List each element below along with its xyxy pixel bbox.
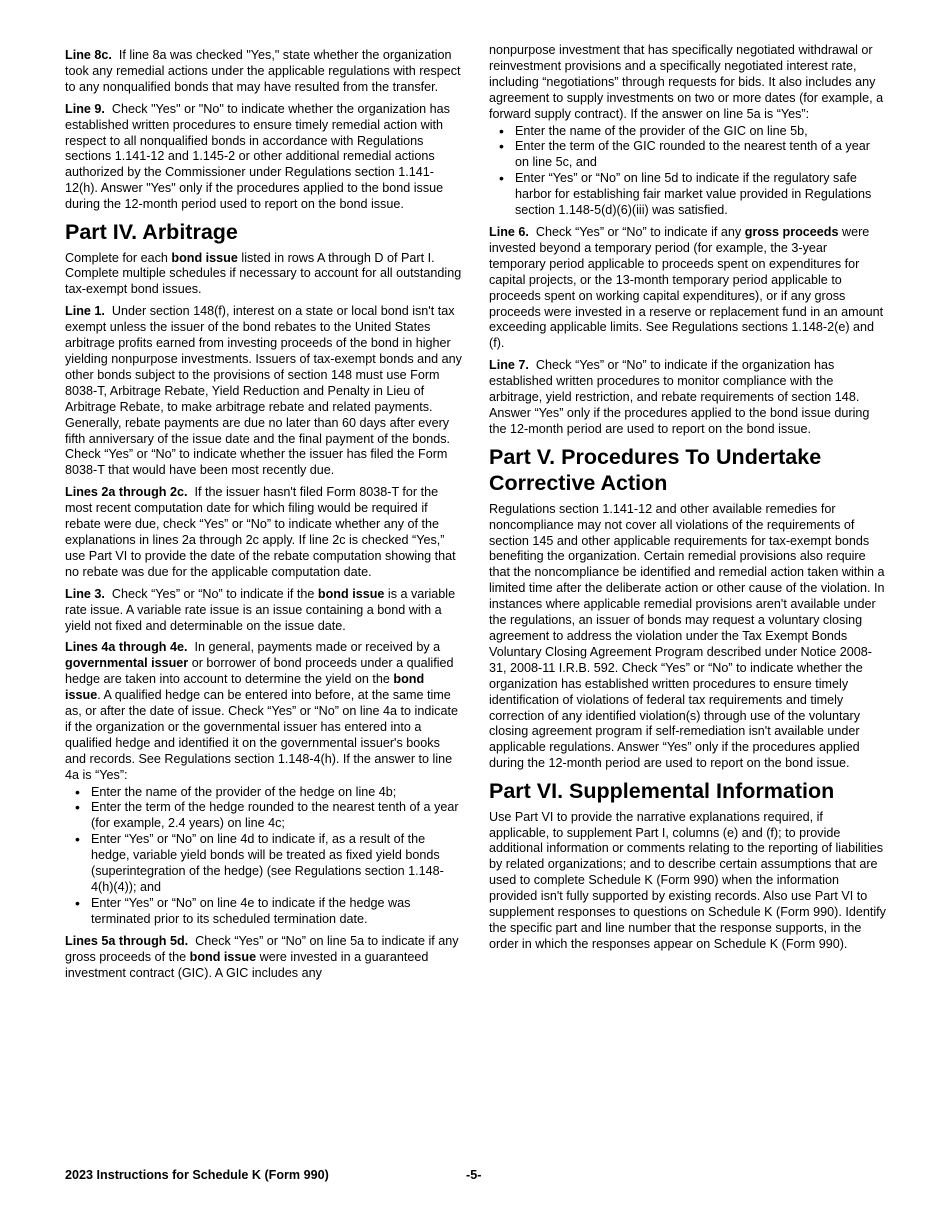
part-iv-intro: Complete for each bond issue listed in rows A through D of Part I. Complete multiple schedules if necessary to account for all outstanding tax-exempt bond issues. xyxy=(65,250,462,297)
gic-bullet-list xyxy=(489,124,886,219)
bullet-icon: • xyxy=(75,799,80,816)
list-item: • Enter the name of the provider of the GIC on line 5b, xyxy=(499,122,808,139)
list-item: • Enter “Yes” or “No” on line 4e to indicate if the hedge was terminated prior to its scheduled termination date. xyxy=(75,894,411,926)
part-v-heading: Part V. Procedures To Undertake Corrective Action xyxy=(489,444,822,496)
list-item: • Enter “Yes” or “No” on line 4d to indicate if, as a result of the hedge, variable yield bonds will be treated as fixed yield bonds (superintegration of the hedge) (see Regulations section 1.148-4(h)(4)); and xyxy=(75,831,444,894)
line-label: Line 7. xyxy=(489,358,529,373)
bullet-icon: • xyxy=(75,831,80,848)
part-vi-heading: Part VI. Supplemental Information xyxy=(489,779,835,804)
lines-4a-4e-paragraph: Lines 4a through 4e. In general, payments made or received by a governmental issuer or borrower of bond proceeds under a qualified hedge are taken into account to determine the yield on the bond issue. A qualified hedge can be entered into before, at the same time as, or after the date of issue. Check “Yes” or “No” on line 4a to indicate if the organization or the governmental issuer has entered into a qualified hedge and identified it on the governmental issuer's books and records. See Regulations section 1.148-4(h). If the answer to line 4a is “Yes”: xyxy=(65,640,458,782)
line-3-paragraph: Line 3. Check “Yes” or “No” to indicate if the bond issue is a variable rate issue. A variable rate issue is an issue containing a bond with a yield not fixed and determinable on the issue date. xyxy=(65,586,456,633)
line-1-paragraph: Line 1. Under section 148(f), interest on a state or local bond isn't tax exempt unless the issuer of the bond rebates to the United States arbitrage profits earned from investing proceeds of the bond in higher yielding nonpurpose investments. Issuers of tax-exempt bonds and any other bonds subject to the provisions of section 148 must use Form 8038-T, Arbitrage Rebate, Yield Reduction and Penalty in Lieu of Arbitrage Rebate, to make arbitrage rebate and related payments. Generally, rebate payments are due no later than 60 days after every fifth anniversary of the issue date and the final payment of the bonds. Check “Yes” or “No” to indicate whether the issuer has filed the Form 8038-T that would have been most recently due. xyxy=(65,304,462,478)
gic-continued-paragraph: nonpurpose investment that has specifically negotiated withdrawal or reinvestment provisions and a specifically negotiated interest rate, including “negotiations” through requests for bids. It also includes any agreement to supply investments on two or more dates (for example, a forward supply contract). If the answer on line 5a is “Yes”: xyxy=(489,43,884,121)
left-column xyxy=(65,48,462,987)
line-label: Lines 4a through 4e. xyxy=(65,640,188,655)
bullet-icon: • xyxy=(499,122,504,139)
line-label: Lines 5a through 5d. xyxy=(65,933,189,948)
line-9-paragraph: Line 9. Check "Yes" or "No" to indicate whether the organization has established written procedures to ensure timely remedial action with respect to all nonqualified bonds in accordance with Regulations sections 1.141-12 and 1.145-2 or other additional remedial actions authorized by the Commissioner under Regulations section 1.141-12(h). Answer "Yes" only if the procedures applied to the bond issue during the 12-month period used to report on the bond issue. xyxy=(65,101,450,212)
bullet-icon: • xyxy=(75,783,80,800)
bullet-icon: • xyxy=(499,138,504,155)
list-item: • Enter the term of the GIC rounded to the nearest tenth of a year on line 5c, and xyxy=(499,138,870,170)
list-item: • Enter the term of the hedge rounded to the nearest tenth of a year (for example, 2.4 years) on line 4c; xyxy=(75,799,459,831)
part-v-paragraph: Regulations section 1.141-12 and other available remedies for noncompliance may not cover all violations of the requirements of section 145 and other applicable requirements for tax-exempt bonds benefiting the organization. Certain remedial provisions also require that the noncompliance be identified and remedial action taken within a limited time after the deliberate action or other cause of the violation. In instances where applicable remedial provisions aren't available under the regulations, an issuer of bonds may request a voluntary closing agreement to address the violation under the Tax Exempt Bonds Voluntary Closing Agreement Program described under Notice 2008-31, 2008-11 I.R.B. 592. Check “Yes” or “No” to indicate whether the organization has established written procedures to ensure timely identification of violations of federal tax requirements and timely correction of any identified violation(s) through use of the voluntary closing agreement program if self-remediation isn't available under applicable regulations. Answer “Yes” only if the procedures applied during the 12-month period are used to report on the bond issue. xyxy=(489,501,885,771)
footer-title: 2023 Instructions for Schedule K (Form 990) xyxy=(65,1168,329,1182)
lines-2a-2c-paragraph: Lines 2a through 2c. If the issuer hasn't filed Form 8038-T for the most recent computation date for which filing would be required if rebate were due, check “Yes” or “No” to indicate whether any of the explanations in lines 2a through 2c apply. If line 2c is checked “Yes,” use Part VI to provide the date of the rebate computation showing that no rebate was due for the applicable computation date. xyxy=(65,485,456,579)
line-6-paragraph: Line 6. Check “Yes” or “No” to indicate if any gross proceeds were invested beyond a temporary period (for example, the 3-year temporary period applicable to proceeds spent on expenditures for capital projects, or the 13-month temporary period applicable to proceeds spent on working capital expenditures), or if any gross proceeds were invested in a reserve or replacement fund in an amount exceeding applicable limits. See Regulations sections 1.148-2(e) and (f). xyxy=(489,224,884,351)
line-label: Line 6. xyxy=(489,224,529,239)
part-vi-paragraph: Use Part VI to provide the narrative explanations required, if applicable, to supplement Part I, columns (e) and (f); to provide additional information or comments relating to the reporting of liabilities by related organizations; and to describe certain assumptions that are used to complete Schedule K (Form 990) when the information provided isn't fully supported by existing records. Also use Part VI to supplement responses to questions on Schedule K (Form 990). Identify the specific part and line number that the response supports, in the order in which the responses appear on Schedule K (Form 990). xyxy=(489,809,886,951)
hedge-bullet-list xyxy=(65,785,462,928)
right-column xyxy=(489,43,886,959)
list-item: • Enter the name of the provider of the hedge on line 4b; xyxy=(75,783,397,800)
bullet-icon: • xyxy=(499,170,504,187)
line-label: Line 8c. xyxy=(65,48,112,62)
part-iv-heading: Part IV. Arbitrage xyxy=(65,220,238,245)
list-item: • Enter “Yes” or “No” on line 5d to indicate if the regulatory safe harbor for establishing fair market value provided in Regulations section 1.148-5(d)(6)(iii) was satisfied. xyxy=(499,170,872,218)
line-label: Lines 2a through 2c. xyxy=(65,485,188,500)
lines-5a-5d-paragraph: Lines 5a through 5d. Check “Yes” or “No” on line 5a to indicate if any gross proceeds of the bond issue were invested in a guaranteed investment contract (GIC). A GIC includes any xyxy=(65,933,459,980)
line-label: Line 9. xyxy=(65,101,105,116)
line-7-paragraph: Line 7. Check “Yes” or “No” to indicate if the organization has established written procedures to monitor compliance with the arbitrage, yield restriction, and rebate requirements of section 148. Answer “Yes” only if the procedures applied to the bond issue during the 12-month period are used to report on the bond issue. xyxy=(489,358,870,436)
line-8c-paragraph: Line 8c. If line 8a was checked "Yes," state whether the organization took any remedial actions under the applicable regulations with respect to any nonqualified bonds that may have resulted from the transfer. xyxy=(65,48,461,94)
bullet-icon: • xyxy=(75,894,80,911)
line-label: Line 1. xyxy=(65,304,105,319)
line-label: Line 3. xyxy=(65,586,105,601)
page-number: -5- xyxy=(466,1168,482,1182)
